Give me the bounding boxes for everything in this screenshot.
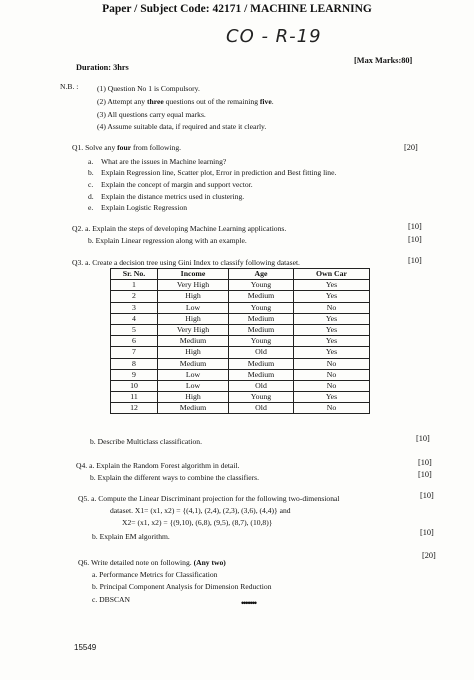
nb-item: (1) Question No 1 is Compulsory. xyxy=(97,84,200,93)
q1-part-text: Explain Logistic Regression xyxy=(101,203,188,212)
table-cell: Yes xyxy=(294,336,370,347)
table-row xyxy=(111,403,370,414)
table-row xyxy=(111,347,370,358)
table-row xyxy=(111,336,370,347)
q4b-marks: [10] xyxy=(418,470,432,479)
column-header: Sr. No. xyxy=(111,269,158,280)
table-cell: Medium xyxy=(229,369,294,380)
table-header-row xyxy=(111,269,370,280)
table-cell: 7 xyxy=(111,347,158,358)
table-row xyxy=(111,302,370,313)
q2a: Q2. a. Explain the steps of developing Machine Learning applications. xyxy=(72,224,287,233)
table-cell: 6 xyxy=(111,336,158,347)
nb-item: (4) Assume suitable data, if required and state it clearly. xyxy=(97,122,267,131)
table-cell: Low xyxy=(158,302,229,313)
q5b: b. Explain EM algorithm. xyxy=(92,532,170,541)
table-row xyxy=(111,358,370,369)
end-separator: ••••••• xyxy=(241,598,257,608)
q4a: Q4. a. Explain the Random Forest algorithm in detail. xyxy=(76,461,240,470)
table-cell: Yes xyxy=(294,313,370,324)
table-row xyxy=(111,324,370,335)
duration: Duration: 3hrs xyxy=(76,63,129,72)
table-cell: Very High xyxy=(158,280,229,291)
nb-label: N.B. : xyxy=(60,82,79,91)
table-cell: Young xyxy=(229,336,294,347)
q3b: b. Describe Multiclass classification. xyxy=(90,437,202,446)
q3b-marks: [10] xyxy=(416,434,430,443)
q5b-marks: [10] xyxy=(420,528,434,537)
q6-stem xyxy=(78,558,226,567)
q6-stem-text: Q6. Write detailed note on following. xyxy=(78,558,192,567)
column-header: Income xyxy=(158,269,229,280)
table-cell: No xyxy=(294,302,370,313)
table-cell: High xyxy=(158,291,229,302)
table-cell: Old xyxy=(229,403,294,414)
q6-stem-emphasis: (Any two) xyxy=(193,558,226,567)
table-row xyxy=(111,369,370,380)
q1-part-letter: e. xyxy=(88,203,94,212)
table-cell: Yes xyxy=(294,392,370,403)
table-cell: 12 xyxy=(111,403,158,414)
q6-part: c. DBSCAN xyxy=(92,595,130,604)
q4b: b. Explain the different ways to combine the classifiers. xyxy=(90,473,259,482)
table-row xyxy=(111,392,370,403)
q3a-marks: [10] xyxy=(408,256,422,265)
table-cell: Yes xyxy=(294,347,370,358)
nb-item: (3) All questions carry equal marks. xyxy=(97,110,206,119)
table-cell: Very High xyxy=(158,324,229,335)
q5a-marks: [10] xyxy=(420,491,434,500)
table-cell: Medium xyxy=(229,291,294,302)
max-marks: [Max Marks:80] xyxy=(354,56,413,65)
column-header: Own Car xyxy=(294,269,370,280)
table-cell: Medium xyxy=(158,403,229,414)
q1-part-letter: d. xyxy=(88,192,94,201)
table-cell: Medium xyxy=(229,313,294,324)
table-cell: Young xyxy=(229,302,294,313)
gini-dataset-table xyxy=(110,268,370,414)
table-cell: High xyxy=(158,347,229,358)
q1-part-text: Explain the distance metrics used in clustering. xyxy=(101,192,245,201)
q4a-marks: [10] xyxy=(418,458,432,467)
table-cell: High xyxy=(158,313,229,324)
table-cell: No xyxy=(294,358,370,369)
table-cell: Young xyxy=(229,392,294,403)
table-cell: 10 xyxy=(111,380,158,391)
table-cell: 11 xyxy=(111,392,158,403)
q3a: Q3. a. Create a decision tree using Gini Index to classify following dataset. xyxy=(72,258,300,267)
table-cell: 1 xyxy=(111,280,158,291)
table-cell: Yes xyxy=(294,280,370,291)
q2b-marks: [10] xyxy=(408,235,422,244)
table-cell: Medium xyxy=(229,324,294,335)
q5a-line1: Q5. a. Compute the Linear Discriminant projection for the following two-dimensional xyxy=(78,494,340,503)
table-cell: 8 xyxy=(111,358,158,369)
q6-part: b. Principal Component Analysis for Dimension Reduction xyxy=(92,582,272,591)
table-cell: Low xyxy=(158,380,229,391)
table-cell: Old xyxy=(229,347,294,358)
table-row xyxy=(111,280,370,291)
q1-part-letter: c. xyxy=(88,180,94,189)
table-cell: No xyxy=(294,380,370,391)
table-row xyxy=(111,380,370,391)
table-cell: Yes xyxy=(294,291,370,302)
column-header: Age xyxy=(229,269,294,280)
table-cell: No xyxy=(294,403,370,414)
q1-part-text: What are the issues in Machine learning? xyxy=(101,157,227,166)
handwritten-code: CO - R-19 xyxy=(226,26,322,47)
table-cell: No xyxy=(294,369,370,380)
table-cell: Medium xyxy=(229,358,294,369)
q1-part-text: Explain the concept of margin and support vector. xyxy=(101,180,253,189)
q6-part: a. Performance Metrics for Classification xyxy=(92,570,218,579)
table-cell: 3 xyxy=(111,302,158,313)
table-cell: High xyxy=(158,392,229,403)
table-cell: Yes xyxy=(294,324,370,335)
table-cell: Low xyxy=(158,369,229,380)
q6-marks: [20] xyxy=(422,551,436,560)
q1-stem: Q1. Solve any four from following. xyxy=(72,143,182,152)
table-cell: Old xyxy=(229,380,294,391)
table-row xyxy=(111,291,370,302)
q1-marks: [20] xyxy=(404,143,418,152)
q1-part-letter: b. xyxy=(88,168,94,177)
table-cell: Medium xyxy=(158,336,229,347)
q5a-line2: dataset. X1= (x1, x2) = {(4,1), (2,4), (2,3), (3,6), (4,4)} and xyxy=(110,506,291,515)
q1-part-letter: a. xyxy=(88,157,94,166)
q2b: b. Explain Linear regression along with an example. xyxy=(88,236,247,245)
table-cell: 9 xyxy=(111,369,158,380)
table-cell: Young xyxy=(229,280,294,291)
table-cell: 4 xyxy=(111,313,158,324)
page-code: 15549 xyxy=(74,643,97,652)
q2a-marks: [10] xyxy=(408,222,422,231)
q1-part-text: Explain Regression line, Scatter plot, Error in prediction and Best fitting line. xyxy=(101,168,337,177)
table-cell: 5 xyxy=(111,324,158,335)
table-row xyxy=(111,313,370,324)
nb-item: (2) Attempt any three questions out of the remaining five. xyxy=(97,97,274,106)
q5a-line3: X2= (x1, x2) = {(9,10), (6,8), (9,5), (8,7), (10,8)} xyxy=(122,518,273,527)
paper-title: Paper / Subject Code: 42171 / MACHINE LEARNING xyxy=(102,3,372,15)
table-cell: Medium xyxy=(158,358,229,369)
table-cell: 2 xyxy=(111,291,158,302)
